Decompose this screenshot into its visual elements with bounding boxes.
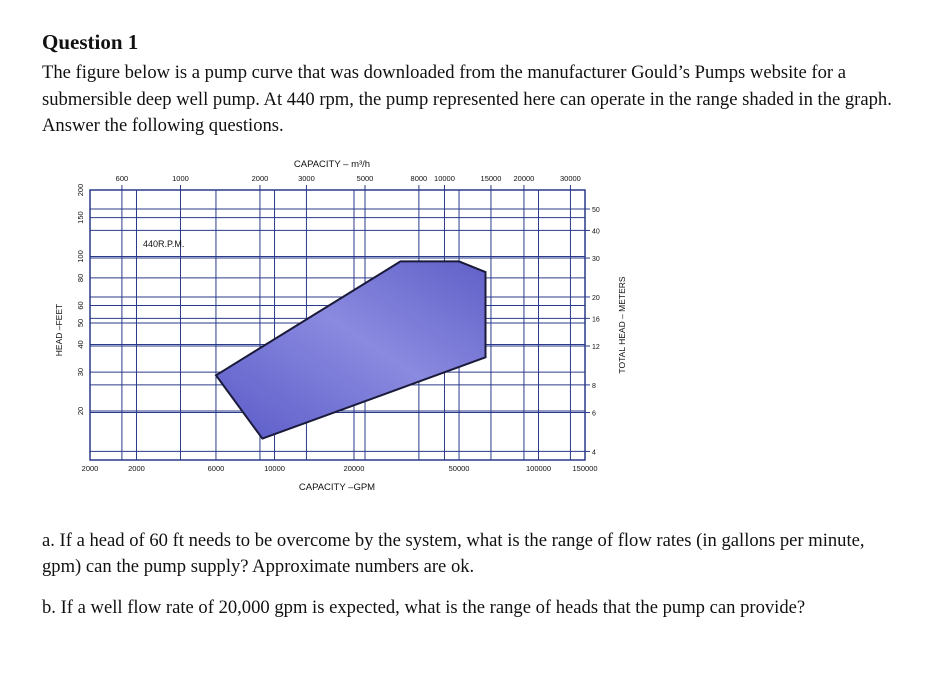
left-axis-title: HEAD –FEET <box>54 303 64 357</box>
top-axis-tick-label: 1000 <box>172 174 189 183</box>
top-axis-title: CAPACITY – m³/h <box>293 159 371 170</box>
left-axis-tick-label: 150 <box>76 211 85 224</box>
bottom-axis-title: CAPACITY –GPM <box>298 482 376 493</box>
top-axis-tick-label: 20000 <box>513 174 535 183</box>
left-axis-tick-label: 100 <box>76 250 85 263</box>
top-axis-tick-label: 5000 <box>356 174 374 183</box>
top-axis-tick-label: 600 <box>115 174 129 183</box>
right-axis-tick-label: 8 <box>592 382 596 390</box>
right-axis-tick-label: 12 <box>592 343 600 351</box>
bottom-axis-tick-label: 2000 <box>128 464 145 473</box>
left-axis-tick-label: 50 <box>76 318 85 328</box>
pump-curve-chart <box>50 155 640 500</box>
top-axis-tick-label: 15000 <box>480 174 502 183</box>
bottom-axis-tick-label: 2000 <box>81 464 99 473</box>
right-axis-tick-label: 20 <box>592 294 600 302</box>
bottom-axis-tick-label: 50000 <box>448 464 470 473</box>
right-axis-tick-label: 40 <box>592 228 600 236</box>
right-axis-tick-label: 50 <box>592 207 600 215</box>
bottom-axis-tick-label: 100000 <box>525 464 552 473</box>
question-part-b: b. If a well flow rate of 20,000 gpm is expected, what is the range of heads that the pump can provide? <box>42 597 806 618</box>
right-axis-tick-label: 30 <box>592 256 600 264</box>
top-axis-tick-label: 10000 <box>434 174 455 183</box>
top-axis-tick-label: 8000 <box>410 174 428 183</box>
right-axis-tick-label: 4 <box>592 449 596 457</box>
question-title: Question 1 <box>42 30 139 54</box>
left-axis-tick-label: 60 <box>76 301 85 310</box>
left-axis-tick-label: 80 <box>76 273 85 283</box>
question-intro: The figure below is a pump curve that was downloaded from the manufacturer Gould’s Pumps website for a submersible deep well pump. At 440 rpm, the pump represented here can operate in the range shaded in the graph. Answer the following questions. <box>42 62 892 136</box>
left-axis-tick-label: 200 <box>76 183 85 197</box>
bottom-axis-tick-label: 10000 <box>264 464 285 473</box>
right-axis-tick-label: 6 <box>592 410 596 418</box>
bottom-axis-tick-label: 150000 <box>572 464 598 473</box>
rpm-annotation: 440R.P.M. <box>143 239 185 249</box>
left-axis-tick-label: 20 <box>76 406 85 416</box>
question-part-a: a. If a head of 60 ft needs to be overcome by the system, what is the range of flow rates (in gallons per minute, gpm) can the pump supply? Approximate numbers are ok. <box>42 530 865 577</box>
bottom-axis-tick-label: 20000 <box>343 464 365 473</box>
left-axis-tick-label: 40 <box>76 340 85 349</box>
right-axis-title: TOTAL HEAD – METERS <box>617 276 627 374</box>
left-axis-tick-label: 30 <box>76 367 85 377</box>
right-axis-tick-label: 16 <box>592 316 600 324</box>
bottom-axis-tick-label: 6000 <box>207 464 225 473</box>
top-axis-tick-label: 30000 <box>560 174 581 183</box>
top-axis-tick-label: 3000 <box>298 174 315 183</box>
top-axis-tick-label: 2000 <box>251 174 269 183</box>
